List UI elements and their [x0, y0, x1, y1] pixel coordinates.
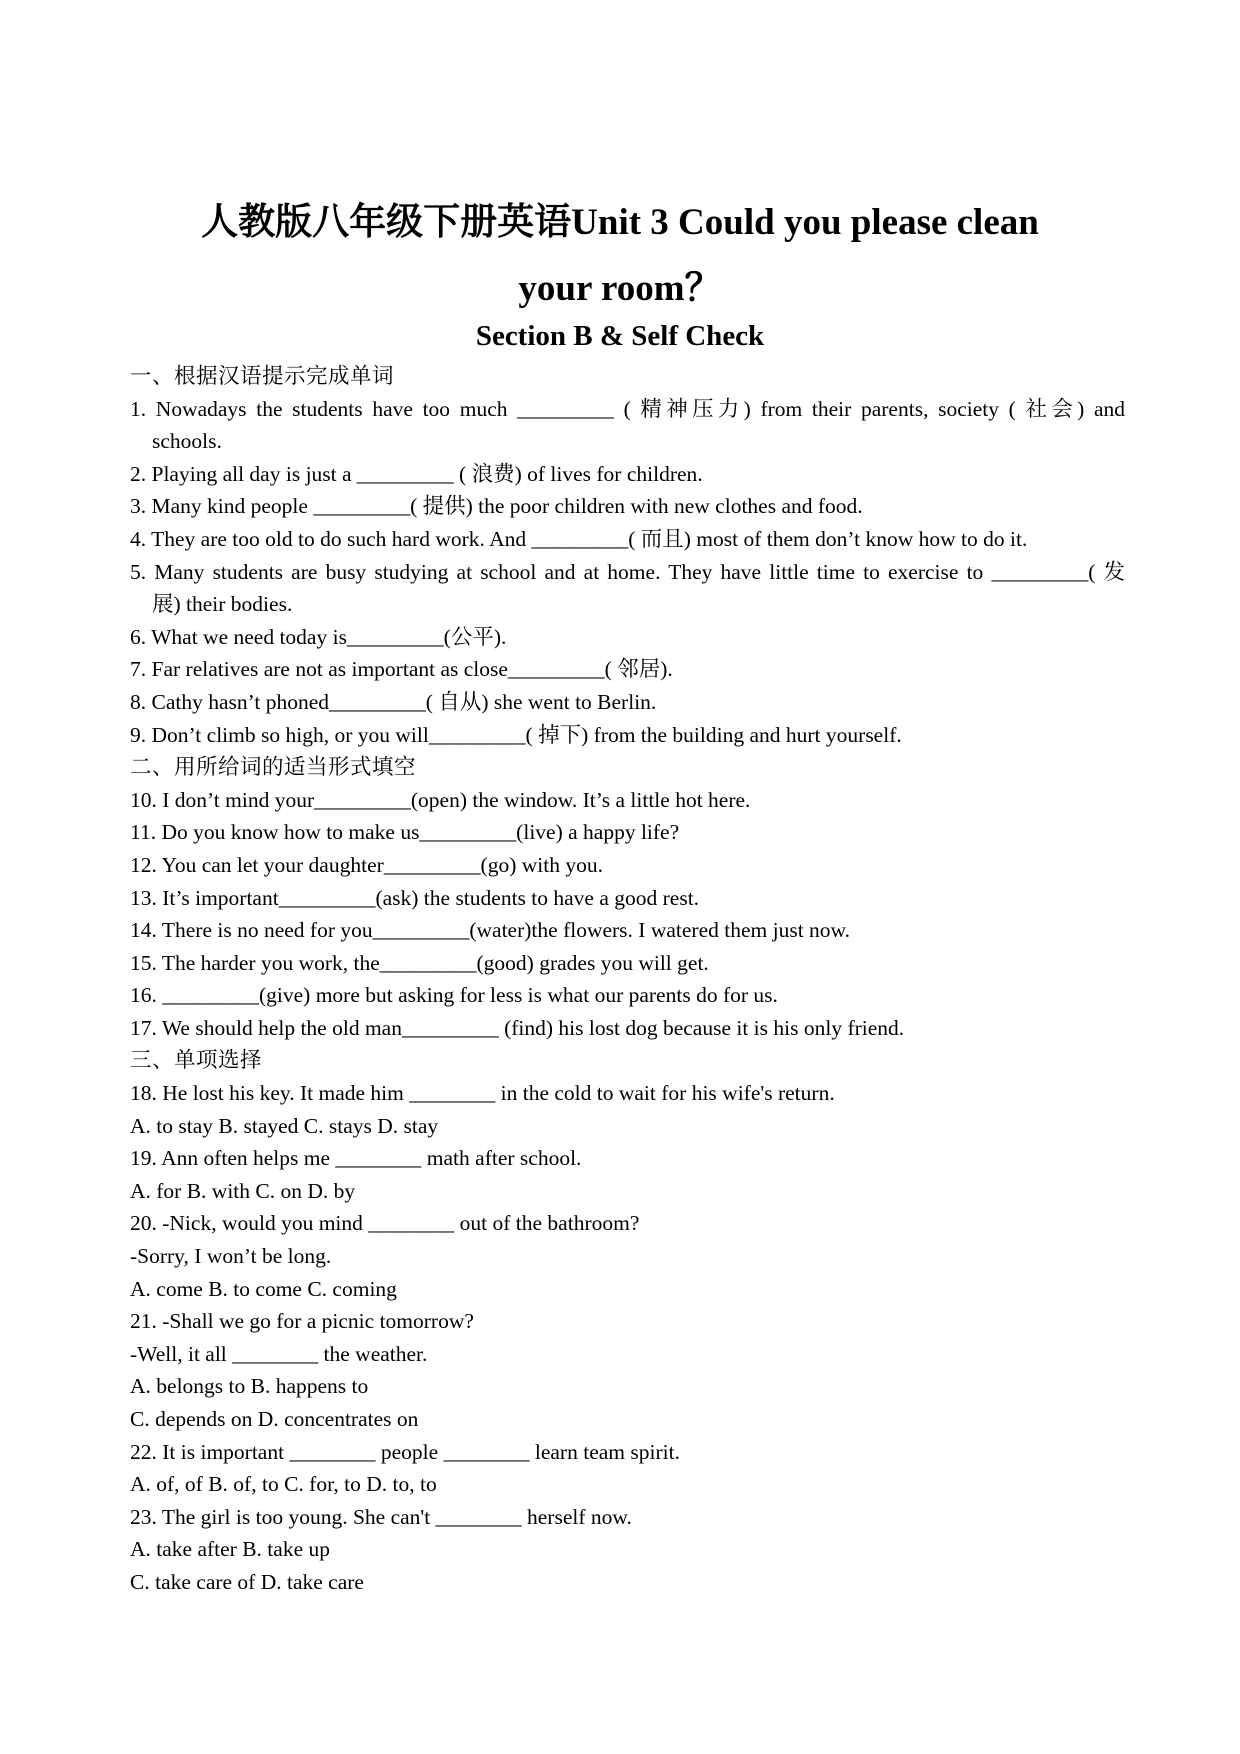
- question-6: 6. What we need today is_________(公平).: [130, 624, 507, 649]
- question-20: 20. -Nick, would you mind ________ out of the bathroom?: [130, 1211, 640, 1236]
- answer-options: C. depends on D. concentrates on: [130, 1407, 419, 1431]
- question-21: 21. -Shall we go for a picnic tomorrow?: [130, 1309, 474, 1334]
- question-1: [130, 393, 1125, 458]
- question-4: 4. They are too old to do such hard work. And _________( 而且) most of them don’t know how to do it.: [130, 526, 1028, 551]
- section-heading-vocabulary: 一、根据汉语提示完成单词: [130, 364, 395, 388]
- answer-options: A. come B. to come C. coming: [130, 1276, 397, 1301]
- question-7: 7. Far relatives are not as important as close_________( 邻居).: [130, 657, 673, 682]
- question-18: 18. He lost his key. It made him ________ in the cold to wait for his wife's return.: [130, 1081, 835, 1106]
- question-text: 1. Nowadays the students have too much _________ ( 精神压力) from their parents, society ( 社会) and: [130, 396, 1125, 421]
- answer-options: A. for B. with C. on D. by: [130, 1178, 356, 1203]
- answer-options: A. belongs to B. happens to: [130, 1374, 369, 1399]
- answer-options: C. take care of D. take care: [130, 1569, 364, 1594]
- answer-options: A. take after B. take up: [130, 1537, 330, 1562]
- dialogue-reply: -Well, it all ________ the weather.: [130, 1341, 428, 1366]
- title-line-2: your room？: [518, 268, 722, 309]
- question-3: 3. Many kind people _________( 提供) the poor children with new clothes and food.: [130, 494, 863, 519]
- worksheet-body: [130, 360, 1125, 1599]
- answer-options: A. of, of B. of, to C. for, to D. to, to: [130, 1472, 437, 1497]
- question-8: 8. Cathy hasn’t phoned_________( 自从) she went to Berlin.: [130, 689, 657, 714]
- question-14: 14. There is no need for you_________(water)the flowers. I watered them just now.: [130, 918, 851, 943]
- section-subtitle: Section B & Self Check: [475, 320, 765, 352]
- question-17: 17. We should help the old man_________ (find) his lost dog because it is his only friend.: [130, 1015, 905, 1040]
- answer-options: A. to stay B. stayed C. stays D. stay: [130, 1113, 439, 1138]
- question-15: 15. The harder you work, the_________(good) grades you will get.: [130, 950, 709, 975]
- title-line-1: 人教版八年级下册英语Unit 3 Could you please clean: [201, 202, 1039, 243]
- question-10: 10. I don’t mind your_________(open) the window. It’s a little hot here.: [130, 787, 751, 812]
- question-text: 5. Many students are busy studying at school and at home. They have little time to exercise to _________( 发: [130, 559, 1125, 584]
- question-continuation: schools.: [152, 429, 222, 454]
- question-19: 19. Ann often helps me ________ math after school.: [130, 1146, 582, 1171]
- question-12: 12. You can let your daughter_________(go) with you.: [130, 852, 603, 877]
- section-heading-word-forms: 二、用所给词的适当形式填空: [130, 755, 417, 780]
- section-heading-multiple-choice: 三、单项选择: [130, 1048, 263, 1073]
- question-11: 11. Do you know how to make us_________(live) a happy life?: [130, 820, 680, 845]
- question-5: [130, 556, 1125, 621]
- question-13: 13. It’s important_________(ask) the students to have a good rest.: [130, 885, 700, 910]
- question-22: 22. It is important ________ people ________ learn team spirit.: [130, 1439, 680, 1464]
- dialogue-reply: -Sorry, I won’t be long.: [130, 1244, 332, 1269]
- question-2: 2. Playing all day is just a _________ ( 浪费) of lives for children.: [130, 461, 703, 486]
- question-9: 9. Don’t climb so high, or you will_________( 掉下) from the building and hurt yourself.: [130, 722, 902, 747]
- question-23: 23. The girl is too young. She can't ________ herself now.: [130, 1504, 632, 1529]
- question-16: 16. _________(give) more but asking for less is what our parents do for us.: [130, 983, 778, 1008]
- question-continuation: 展) their bodies.: [152, 592, 293, 617]
